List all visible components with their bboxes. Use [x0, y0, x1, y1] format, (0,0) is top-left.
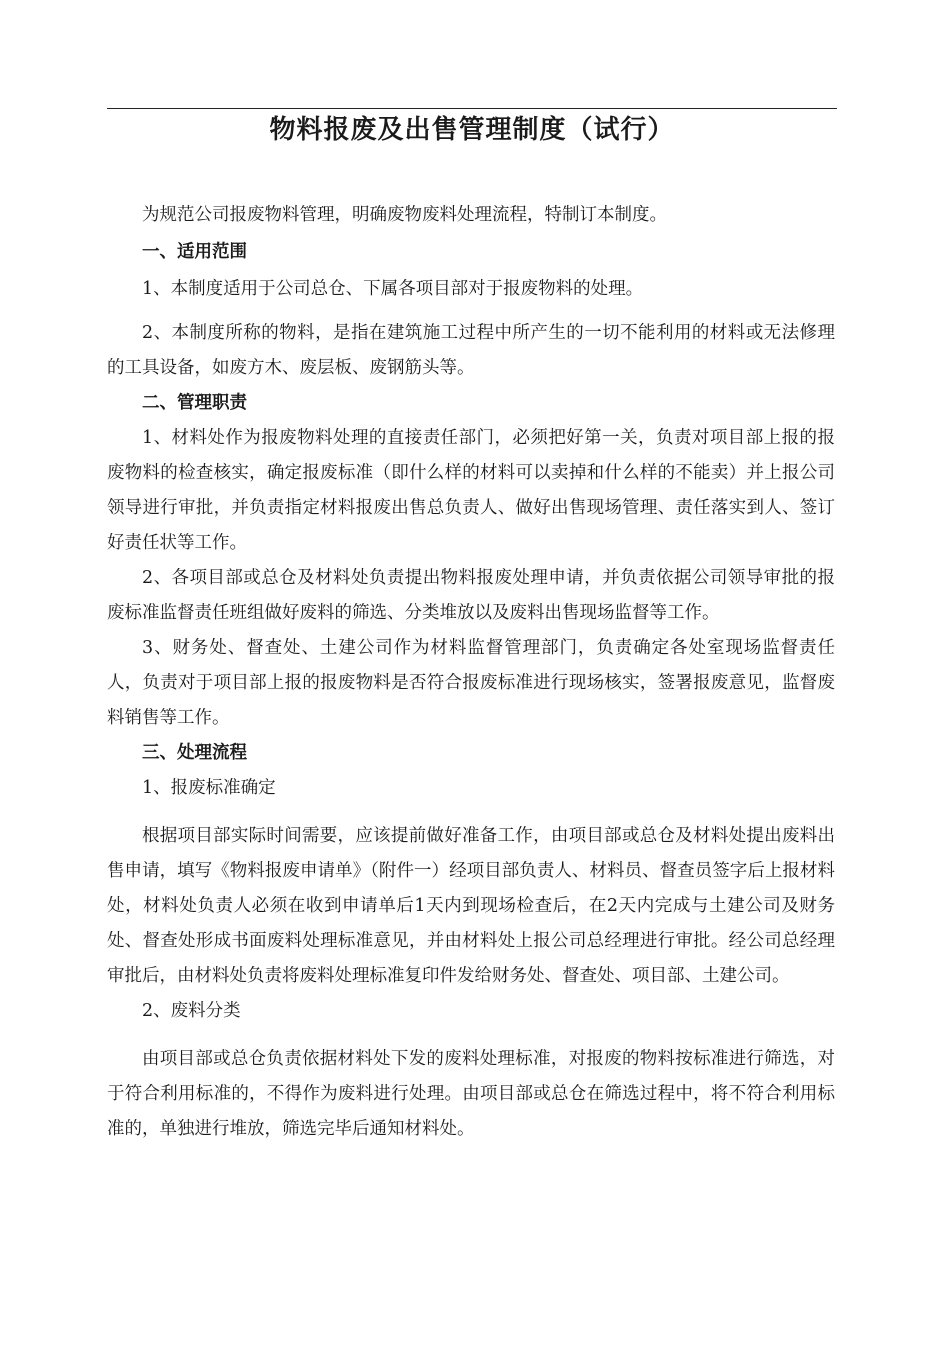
responsibility-paragraph-1: 1、材料处作为报废物料处理的直接责任部门，必须把好第一关，负责对项目部上报的报废物料的检查核实，确定报废标准（即什么样的材料可以卖掉和什么样的不能卖）并上报公司领导进行审批，并负责指定材料报废出售总负责人、做好出售现场管理、责任落实到人、签订好责任状等工作。 — [107, 428, 835, 553]
section-heading-responsibilities: 二、管理职责 — [142, 393, 247, 413]
document-body — [107, 198, 835, 1147]
section-heading-process: 三、处理流程 — [142, 743, 247, 763]
responsibility-paragraph-3: 3、财务处、督查处、土建公司作为材料监督管理部门，负责确定各处室现场监督责任人，负责对于项目部上报的报废物料是否符合报废标准进行现场核实，签署报废意见，监督废料销售等工作。 — [107, 638, 835, 728]
section-heading-scope: 一、适用范围 — [142, 242, 247, 262]
scope-paragraph-2: 2、本制度所称的物料，是指在建筑施工过程中所产生的一切不能利用的材料或无法修理的工具设备，如废方木、废层板、废钢筋头等。 — [107, 323, 835, 378]
responsibility-paragraph-2: 2、各项目部或总仓及材料处负责提出物料报废处理申请，并负责依据公司领导审批的报废标准监督责任班组做好废料的筛选、分类堆放以及废料出售现场监督等工作。 — [107, 568, 835, 623]
scope-paragraph-1: 1、本制度适用于公司总仓、下属各项目部对于报废物料的处理。 — [142, 279, 644, 299]
process-subheading-1: 1、报废标准确定 — [142, 778, 276, 798]
header-rule — [107, 108, 837, 109]
process-subheading-2: 2、废料分类 — [142, 1001, 241, 1021]
intro-paragraph: 为规范公司报废物料管理，明确废物废料处理流程，特制订本制度。 — [142, 205, 667, 225]
process-paragraph-1: 根据项目部实际时间需要，应该提前做好准备工作，由项目部或总仓及材料处提出废料出售申请，填写《物料报废申请单》（附件一）经项目部负责人、材料员、督查员签字后上报材料处，材料处负责人必须在收到申请单后1天内到现场检查后，在2天内完成与土建公司及财务处、督查处形成书面废料处理标准意见，并由材料处上报公司总经理进行审批。经公司总经理审批后，由材料处负责将废料处理标准复印件发给财务处、督查处、项目部、土建公司。 — [107, 826, 835, 986]
process-paragraph-2: 由项目部或总仓负责依据材料处下发的废料处理标准，对报废的物料按标准进行筛选，对于符合利用标准的，不得作为废料进行处理。由项目部或总仓在筛选过程中，将不符合利用标准的，单独进行堆放，筛选完毕后通知材料处。 — [107, 1049, 835, 1139]
document-title: 物料报废及出售管理制度（试行） — [269, 115, 675, 145]
